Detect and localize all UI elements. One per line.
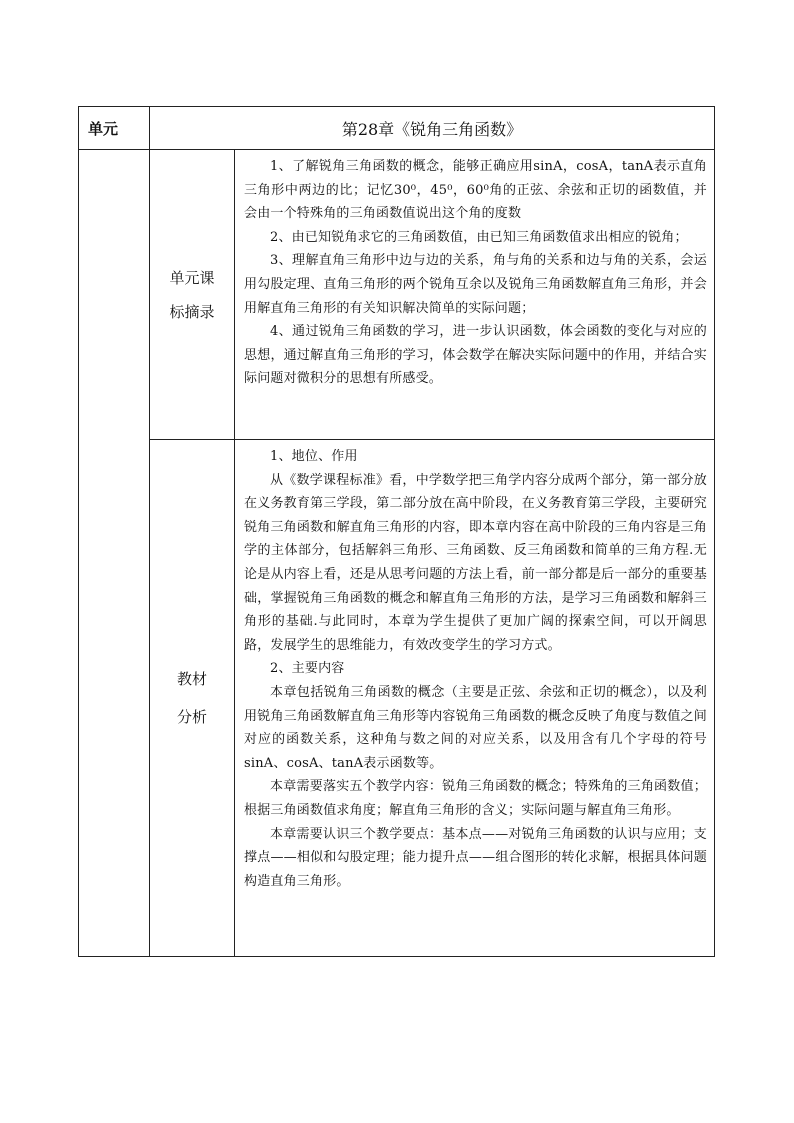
analysis-heading: 1、地位、作用 <box>270 449 358 464</box>
curriculum-paragraph: 3、理解直角三角形中边与边的关系，角与角的关系和边与角的关系，会运用勾股定理、直角三角形的两个锐角互余以及锐角三角函数解直角三角形，并会用解直角三角形的有关知识解决简单的实际问题； <box>244 253 707 316</box>
analysis-label-cell <box>150 440 235 957</box>
analysis-paragraph: 本章需要落实五个教学内容：锐角三角函数的概念；特殊角的三角函数值；根据三角函数值求角度；解直角三角形的含义；实际问题与解直角三角形。 <box>244 779 707 818</box>
curriculum-label-cell <box>150 150 235 440</box>
curriculum-paragraph: 2、由已知锐角求它的三角函数值，由已知三角函数值求出相应的锐角； <box>270 229 688 245</box>
curriculum-content <box>235 150 715 440</box>
lesson-plan-table <box>78 106 715 957</box>
analysis-row <box>79 440 715 957</box>
analysis-label-line2: 分析 <box>176 708 207 726</box>
analysis-paragraph: 本章包括锐角三角函数的概念（主要是正弦、余弦和正切的概念），以及利用锐角三角函数解直角三角形等内容锐角三角函数的概念反映了角度与数值之间对应的函数关系，这种角与数之间的对应关系，以及用含有几个字母的符号sinA、cosA、tanA表示函数等。 <box>244 684 707 771</box>
curriculum-label-line2: 标摘录 <box>169 302 215 321</box>
unit-label: 单元 <box>79 107 150 150</box>
curriculum-paragraph: 1、了解锐角三角函数的概念，能够正确应用sinA，cosA，tanA表示直角三角形中两边的比；记忆30⁰，45⁰，60⁰角的正弦、余弦和正切的函数值，并会由一个特殊角的三角函数值说出这个角的度数 <box>244 159 707 222</box>
analysis-heading: 2、主要内容 <box>270 661 345 677</box>
unit-empty-cell <box>79 150 150 957</box>
curriculum-row <box>79 150 715 440</box>
analysis-paragraph: 从《数学课程标准》看，中学数学把三角学内容分成两个部分，第一部分放在义务教育第三学段，第二部分放在高中阶段，在义务教育第三学段，主要研究锐角三角函数和解直角三角形的内容，即本章内容在高中阶段的三角内容是三角学的主体部分，包括解斜三角形、三角函数、反三角函数和简单的三角方程.无论是从内容上看，还是从思考问题的方法上看，前一部分都是后一部分的重要基础，掌握锐角三角函数的概念和解直角三角形的方法，是学习三角函数和解斜三角形的基础.与此同时，本章为学生提供了更加广阔的探索空间，可以开阔思路，发展学生的思维能力，有效改变学生的学习方式。 <box>244 472 707 653</box>
curriculum-label-line1: 单元课 <box>169 268 215 287</box>
curriculum-paragraph: 4、通过锐角三角函数的学习，进一步认识函数，体会函数的变化与对应的思想，通过解直角三角形的学习，体会数学在解决实际问题中的作用，并结合实际问题对微积分的思想有所感受。 <box>244 324 707 387</box>
chapter-title: 第28章《锐角三角函数》 <box>150 107 715 150</box>
analysis-paragraph: 本章需要认识三个教学要点：基本点——对锐角三角函数的认识与应用；支撑点——相似和勾股定理；能力提升点——组合图形的转化求解，根据具体问题构造直角三角形。 <box>244 826 707 889</box>
analysis-label-line1: 教材 <box>176 670 207 688</box>
analysis-content <box>235 440 715 957</box>
header-row <box>79 107 715 150</box>
